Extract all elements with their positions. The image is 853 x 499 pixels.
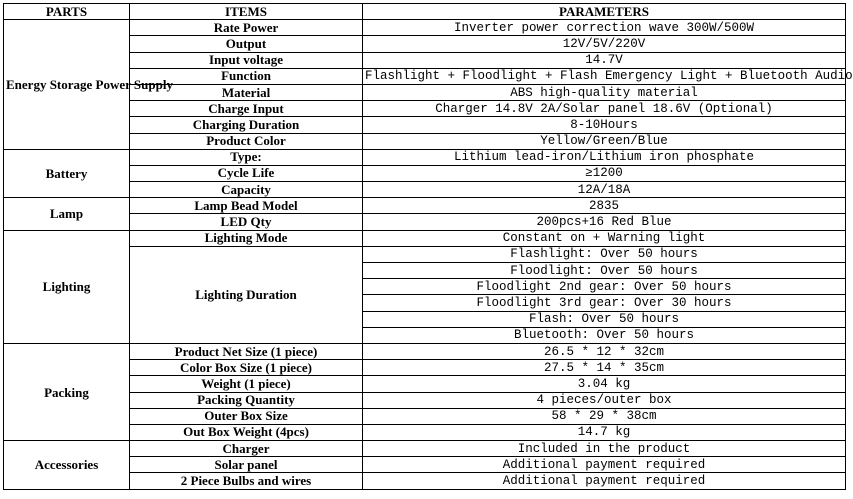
parameter-cell: Floodlight 3rd gear: Over 30 hours — [363, 295, 846, 311]
item-cell: Lamp Bead Model — [130, 198, 363, 214]
table-row — [4, 246, 846, 262]
item-cell: Charge Input — [130, 101, 363, 117]
parameter-cell: Yellow/Green/Blue — [363, 133, 846, 149]
parameter-cell: Lithium lead-iron/Lithium iron phosphate — [363, 149, 846, 165]
part-cell: Accessories — [4, 441, 130, 490]
parameter-cell: 12V/5V/220V — [363, 36, 846, 52]
item-cell: 2 Piece Bulbs and wires — [130, 473, 363, 489]
parameter-cell: Included in the product — [363, 441, 846, 457]
table-row — [4, 198, 846, 214]
item-cell: Material — [130, 84, 363, 100]
item-cell: Input voltage — [130, 52, 363, 68]
item-cell: Charger — [130, 441, 363, 457]
item-cell: LED Qty — [130, 214, 363, 230]
item-cell: Cycle Life — [130, 165, 363, 181]
parameter-cell: 14.7V — [363, 52, 846, 68]
item-cell: Solar panel — [130, 457, 363, 473]
parameter-cell: Inverter power correction wave 300W/500W — [363, 20, 846, 36]
table-row — [4, 343, 846, 359]
table-row — [4, 360, 846, 376]
table-row — [4, 101, 846, 117]
table-row — [4, 392, 846, 408]
item-cell: Weight (1 piece) — [130, 376, 363, 392]
parameter-cell: ≥1200 — [363, 165, 846, 181]
parameter-cell: 14.7 kg — [363, 424, 846, 440]
table-row — [4, 182, 846, 198]
parameter-cell: Charger 14.8V 2A/Solar panel 18.6V (Optional) — [363, 101, 846, 117]
parameter-cell: Constant on + Warning light — [363, 230, 846, 246]
header-row — [4, 4, 846, 20]
parameter-cell: 8-10Hours — [363, 117, 846, 133]
parameter-cell: Floodlight 2nd gear: Over 50 hours — [363, 279, 846, 295]
parameter-cell: 3.04 kg — [363, 376, 846, 392]
parameter-cell: 27.5 * 14 * 35cm — [363, 360, 846, 376]
item-cell: Output — [130, 36, 363, 52]
table-row — [4, 408, 846, 424]
table-row — [4, 473, 846, 489]
table-row — [4, 424, 846, 440]
table-row — [4, 441, 846, 457]
item-cell: Charging Duration — [130, 117, 363, 133]
parameter-cell: Floodlight: Over 50 hours — [363, 263, 846, 279]
item-cell: Packing Quantity — [130, 392, 363, 408]
table-row — [4, 36, 846, 52]
parameter-cell: Bluetooth: Over 50 hours — [363, 327, 846, 343]
parameter-cell: 2835 — [363, 198, 846, 214]
parameter-cell: 58 * 29 * 38cm — [363, 408, 846, 424]
table-row — [4, 165, 846, 181]
table-row — [4, 214, 846, 230]
header-parameters: PARAMETERS — [363, 4, 846, 20]
parameter-cell: 200pcs+16 Red Blue — [363, 214, 846, 230]
item-cell: Product Color — [130, 133, 363, 149]
table-row — [4, 117, 846, 133]
table-row — [4, 149, 846, 165]
parameter-cell: Flashlight + Floodlight + Flash Emergency Light + Bluetooth Audio — [363, 68, 846, 84]
table-row — [4, 457, 846, 473]
item-cell: Type: — [130, 149, 363, 165]
part-cell: Lamp — [4, 198, 130, 230]
parameter-cell: Additional payment required — [363, 457, 846, 473]
spec-body — [4, 19, 853, 489]
part-cell: Energy Storage Power Supply — [4, 20, 130, 150]
parameter-cell: ABS high-quality material — [363, 84, 846, 100]
parameter-cell: Flash: Over 50 hours — [363, 311, 846, 327]
table-row — [4, 52, 846, 68]
item-cell: Rate Power — [130, 20, 363, 36]
part-cell: Battery — [4, 149, 130, 198]
parameter-cell: 26.5 * 12 * 32cm — [363, 343, 846, 359]
item-cell: Outer Box Size — [130, 408, 363, 424]
part-cell: Packing — [4, 343, 130, 440]
item-cell: Product Net Size (1 piece) — [130, 343, 363, 359]
header-parts: PARTS — [4, 4, 130, 20]
table-row — [4, 133, 846, 149]
item-cell: Out Box Weight (4pcs) — [130, 424, 363, 440]
table-row — [4, 20, 846, 36]
part-cell: Lighting — [4, 230, 130, 343]
item-cell: Function — [130, 68, 363, 84]
header-items: ITEMS — [130, 4, 363, 20]
parameter-cell: 12A/18A — [363, 182, 846, 198]
item-cell: Capacity — [130, 182, 363, 198]
item-cell: Color Box Size (1 piece) — [130, 360, 363, 376]
item-cell: Lighting Duration — [130, 246, 363, 343]
spec-table — [3, 3, 853, 490]
table-row — [4, 376, 846, 392]
parameter-cell: Additional payment required — [363, 473, 846, 489]
table-row — [4, 230, 846, 246]
parameter-cell: Flashlight: Over 50 hours — [363, 246, 846, 262]
item-cell: Lighting Mode — [130, 230, 363, 246]
parameter-cell: 4 pieces/outer box — [363, 392, 846, 408]
